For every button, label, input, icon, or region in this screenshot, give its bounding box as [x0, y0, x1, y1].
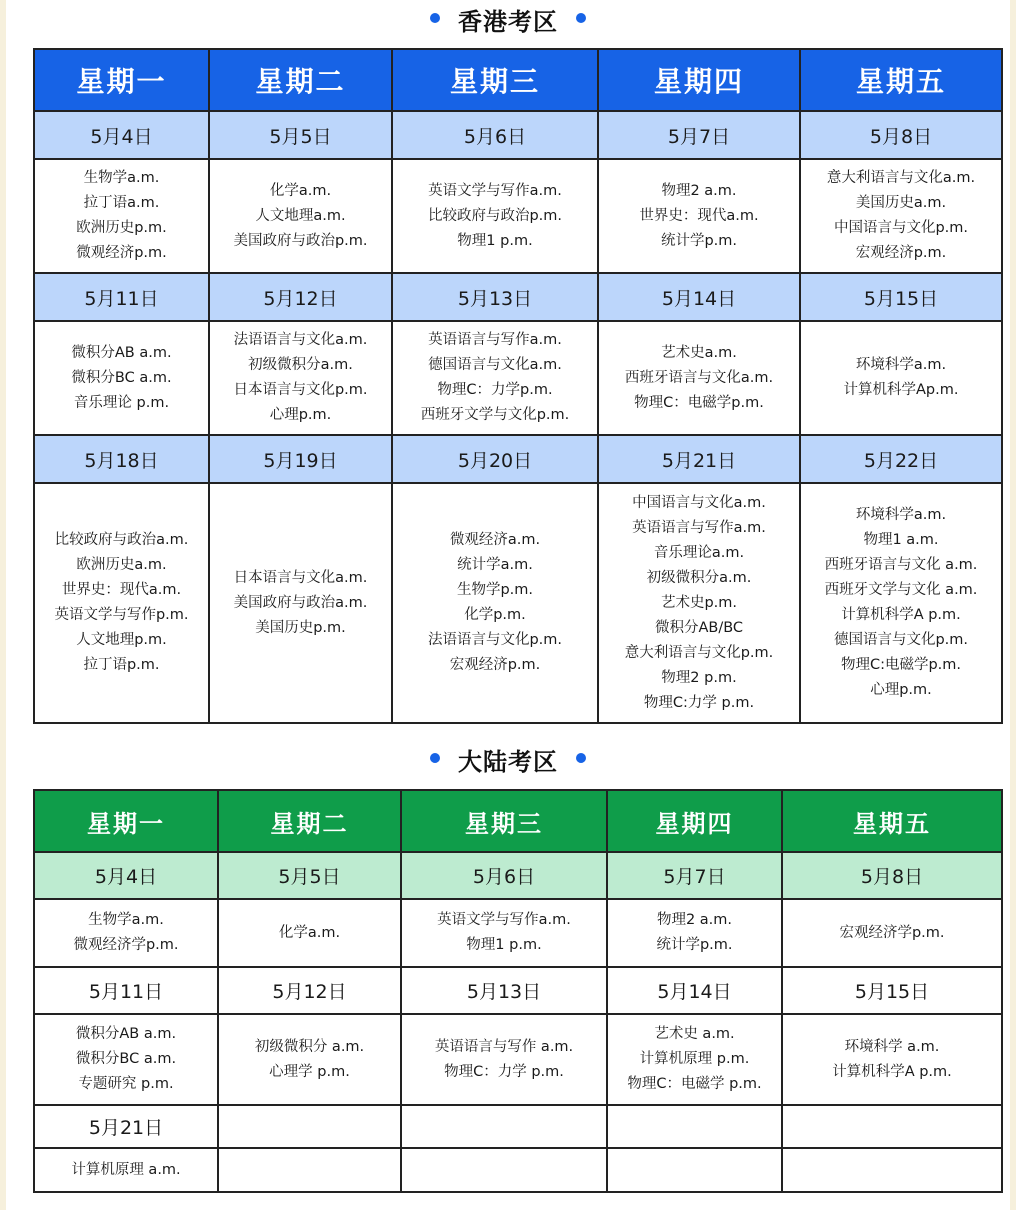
ml-exam-row [34, 1148, 1002, 1192]
ml-schedule-table [33, 789, 1003, 1193]
exam-entry: 计算机原理 a.m. [71, 1161, 181, 1178]
date-cell: 5月4日 [34, 111, 209, 159]
exam-entry: 音乐理论 p.m. [73, 394, 170, 411]
date-cell: 5月5日 [209, 111, 392, 159]
exam-cell [401, 899, 607, 967]
exam-entry: 西班牙文学与文化 a.m. [824, 582, 978, 598]
exam-entry: 微积分BC a.m. [71, 369, 172, 386]
exam-entry: 计算机科学Ap.m. [843, 382, 959, 398]
exam-entry: 初级微积分a.m. [248, 357, 353, 373]
exam-cell [209, 321, 392, 435]
hk-exam-row [34, 321, 1002, 435]
exam-entry: 物理1 a.m. [863, 532, 939, 548]
hk-schedule-table [33, 48, 1003, 724]
exam-entry: 艺术史 a.m. [654, 1026, 735, 1042]
date-cell: 5月12日 [218, 967, 401, 1014]
ml-date-row [34, 852, 1002, 899]
exam-entry: 环境科学a.m. [855, 357, 947, 373]
date-cell: 5月6日 [392, 111, 598, 159]
hk-date-row [34, 111, 1002, 159]
date-cell: 5月13日 [392, 273, 598, 321]
weekday-header: 星期四 [607, 790, 782, 852]
date-cell: 5月14日 [598, 273, 800, 321]
exam-entry: 美国历史p.m. [255, 619, 346, 636]
exam-entry: 微积分AB a.m. [71, 344, 172, 361]
exam-entry: 英语语言与写作 a.m. [434, 1038, 574, 1055]
page-frame-right [1010, 0, 1016, 1210]
exam-cell [218, 1014, 401, 1105]
hk-section-title [0, 2, 1016, 37]
date-cell: 5月21日 [598, 435, 800, 483]
exam-entry: 微观经济a.m. [449, 532, 541, 548]
exam-entry: 统计学a.m. [457, 557, 533, 573]
exam-entry: 物理C：力学p.m. [437, 382, 553, 398]
exam-entry: 生物学a.m. [83, 170, 160, 186]
exam-entry: 比较政府与政治a.m. [54, 532, 189, 548]
exam-entry: 初级微积分a.m. [646, 569, 752, 586]
exam-cell [34, 1014, 218, 1105]
exam-cell [34, 899, 218, 967]
date-cell: 5月22日 [800, 435, 1002, 483]
exam-cell [607, 1148, 782, 1192]
exam-cell [598, 483, 800, 723]
exam-entry: 微观经济学p.m. [73, 937, 179, 953]
exam-entry: 物理C：电磁学p.m. [634, 394, 764, 411]
exam-entry: 物理C:力学 p.m. [643, 694, 755, 711]
weekday-header: 星期一 [34, 49, 209, 111]
exam-entry: 微积分AB/BC [654, 619, 744, 636]
exam-cell [218, 899, 401, 967]
exam-entry: 宏观经济p.m. [449, 657, 541, 673]
exam-cell [607, 1014, 782, 1105]
exam-entry: 音乐理论a.m. [653, 544, 745, 561]
date-cell: 5月8日 [800, 111, 1002, 159]
ml-exam-row [34, 899, 1002, 967]
date-cell: 5月18日 [34, 435, 209, 483]
exam-entry: 环境科学a.m. [855, 507, 947, 523]
exam-entry: 法语语言与文化a.m. [233, 332, 368, 348]
exam-entry: 微观经济p.m. [76, 245, 167, 261]
exam-entry: 计算机原理 p.m. [639, 1051, 750, 1067]
date-cell: 5月21日 [34, 1105, 218, 1148]
exam-entry: 心理p.m. [269, 407, 332, 423]
exam-cell [218, 1148, 401, 1192]
exam-entry: 环境科学 a.m. [844, 1038, 940, 1055]
exam-cell [598, 159, 800, 273]
date-cell: 5月15日 [800, 273, 1002, 321]
ml-title-text: 大陆考区 [458, 748, 558, 776]
exam-entry: 欧洲历史a.m. [76, 557, 167, 573]
hk-date-row [34, 273, 1002, 321]
date-cell: 5月11日 [34, 273, 209, 321]
exam-entry: 英语语言与写作a.m. [632, 519, 766, 536]
exam-entry: 生物学a.m. [88, 912, 164, 928]
hk-exam-row [34, 159, 1002, 273]
title-dot-icon [430, 753, 440, 763]
exam-entry: 日本语言与文化a.m. [233, 569, 368, 586]
exam-entry: 德国语言与文化p.m. [833, 632, 969, 648]
exam-entry: 艺术史p.m. [660, 594, 738, 611]
exam-cell [34, 483, 209, 723]
exam-entry: 微积分BC a.m. [75, 1051, 177, 1067]
exam-entry: 心理学 p.m. [269, 1063, 350, 1080]
exam-entry: 计算机科学A p.m. [832, 1063, 952, 1080]
exam-cell [800, 483, 1002, 723]
title-dot-icon [576, 753, 586, 763]
exam-cell [401, 1148, 607, 1192]
date-cell: 5月13日 [401, 967, 607, 1014]
weekday-header: 星期三 [401, 790, 607, 852]
exam-cell [800, 321, 1002, 435]
exam-entry: 西班牙语言与文化 a.m. [824, 557, 978, 573]
exam-entry: 物理C：电磁学 p.m. [627, 1076, 762, 1092]
page-frame-left [0, 0, 6, 1210]
exam-cell [598, 321, 800, 435]
exam-entry: 美国政府与政治a.m. [233, 594, 368, 611]
exam-entry: 法语语言与文化p.m. [427, 632, 563, 648]
exam-cell [782, 1014, 1002, 1105]
exam-entry: 物理C：力学 p.m. [444, 1063, 564, 1080]
ml-section-title [0, 742, 1016, 777]
date-cell: 5月5日 [218, 852, 401, 899]
exam-cell [392, 159, 598, 273]
exam-cell [782, 1148, 1002, 1192]
exam-cell [782, 899, 1002, 967]
exam-entry: 物理2 p.m. [661, 669, 737, 686]
weekday-header: 星期五 [782, 790, 1002, 852]
exam-entry: 统计学p.m. [656, 937, 733, 953]
weekday-header: 星期五 [800, 49, 1002, 111]
exam-entry: 物理1 p.m. [457, 232, 533, 249]
exam-entry: 化学a.m. [278, 924, 341, 941]
date-cell: 5月14日 [607, 967, 782, 1014]
exam-cell [392, 321, 598, 435]
exam-entry: 化学p.m. [464, 607, 526, 623]
hk-title-text: 香港考区 [458, 8, 558, 36]
ml-date-row [34, 967, 1002, 1014]
exam-entry: 人文地理a.m. [255, 207, 346, 224]
weekday-header: 星期二 [209, 49, 392, 111]
exam-cell [34, 159, 209, 273]
exam-cell [34, 321, 209, 435]
exam-entry: 拉丁语a.m. [83, 195, 160, 211]
date-cell: 5月6日 [401, 852, 607, 899]
date-cell: 5月7日 [598, 111, 800, 159]
exam-entry: 艺术史a.m. [661, 344, 737, 361]
exam-cell [34, 1148, 218, 1192]
exam-cell [392, 483, 598, 723]
exam-entry: 物理C:电磁学p.m. [840, 657, 962, 673]
exam-entry: 物理2 a.m. [656, 912, 733, 928]
exam-entry: 英语文学与写作p.m. [54, 607, 189, 623]
exam-cell [401, 1014, 607, 1105]
exam-entry: 意大利语言与文化a.m. [826, 170, 976, 186]
exam-entry: 宏观经济p.m. [855, 245, 947, 261]
date-cell [607, 1105, 782, 1148]
date-cell [218, 1105, 401, 1148]
exam-entry: 心理p.m. [870, 682, 932, 698]
weekday-header: 星期一 [34, 790, 218, 852]
exam-entry: 计算机科学A p.m. [841, 607, 961, 623]
exam-entry: 拉丁语p.m. [83, 657, 160, 673]
date-cell: 5月20日 [392, 435, 598, 483]
exam-cell [607, 899, 782, 967]
exam-cell [209, 159, 392, 273]
exam-cell [209, 483, 392, 723]
ml-date-row [34, 1105, 1002, 1148]
exam-entry: 英语语言与写作a.m. [428, 332, 562, 348]
exam-entry: 世界史：现代a.m. [61, 582, 182, 598]
exam-entry: 英语文学与写作a.m. [428, 182, 562, 199]
exam-entry: 世界史：现代a.m. [639, 207, 759, 224]
exam-entry: 日本语言与文化p.m. [233, 382, 368, 398]
ml-weekday-row [34, 790, 1002, 852]
exam-entry: 专题研究 p.m. [78, 1076, 174, 1092]
title-dot-icon [430, 13, 440, 23]
exam-entry: 意大利语言与文化p.m. [624, 644, 774, 661]
hk-date-row [34, 435, 1002, 483]
exam-entry: 化学a.m. [269, 182, 332, 199]
exam-entry: 西班牙文学与文化p.m. [420, 407, 570, 423]
date-cell: 5月11日 [34, 967, 218, 1014]
exam-entry: 初级微积分 a.m. [254, 1038, 365, 1055]
exam-entry: 西班牙语言与文化a.m. [624, 369, 774, 386]
exam-entry: 物理1 p.m. [466, 937, 542, 953]
exam-entry: 物理2 a.m. [661, 182, 737, 199]
date-cell: 5月8日 [782, 852, 1002, 899]
exam-entry: 比较政府与政治p.m. [427, 207, 563, 224]
exam-entry: 美国历史a.m. [855, 195, 947, 211]
ml-exam-row [34, 1014, 1002, 1105]
date-cell: 5月4日 [34, 852, 218, 899]
date-cell: 5月15日 [782, 967, 1002, 1014]
exam-entry: 生物学p.m. [456, 582, 534, 598]
exam-entry: 欧洲历史p.m. [76, 220, 167, 236]
date-cell: 5月12日 [209, 273, 392, 321]
exam-entry: 中国语言与文化p.m. [833, 220, 969, 236]
exam-entry: 美国政府与政治p.m. [233, 232, 368, 249]
hk-exam-row [34, 483, 1002, 723]
date-cell: 5月19日 [209, 435, 392, 483]
weekday-header: 星期四 [598, 49, 800, 111]
exam-entry: 微积分AB a.m. [75, 1026, 177, 1042]
date-cell: 5月7日 [607, 852, 782, 899]
hk-weekday-row [34, 49, 1002, 111]
exam-entry: 中国语言与文化a.m. [632, 494, 766, 511]
exam-entry: 英语文学与写作a.m. [437, 912, 571, 928]
exam-entry: 人文地理p.m. [76, 632, 167, 648]
exam-entry: 德国语言与文化a.m. [428, 357, 562, 373]
title-dot-icon [576, 13, 586, 23]
weekday-header: 星期三 [392, 49, 598, 111]
exam-cell [800, 159, 1002, 273]
exam-entry: 统计学p.m. [660, 232, 738, 249]
exam-entry: 宏观经济学p.m. [839, 924, 945, 941]
date-cell [401, 1105, 607, 1148]
weekday-header: 星期二 [218, 790, 401, 852]
date-cell [782, 1105, 1002, 1148]
